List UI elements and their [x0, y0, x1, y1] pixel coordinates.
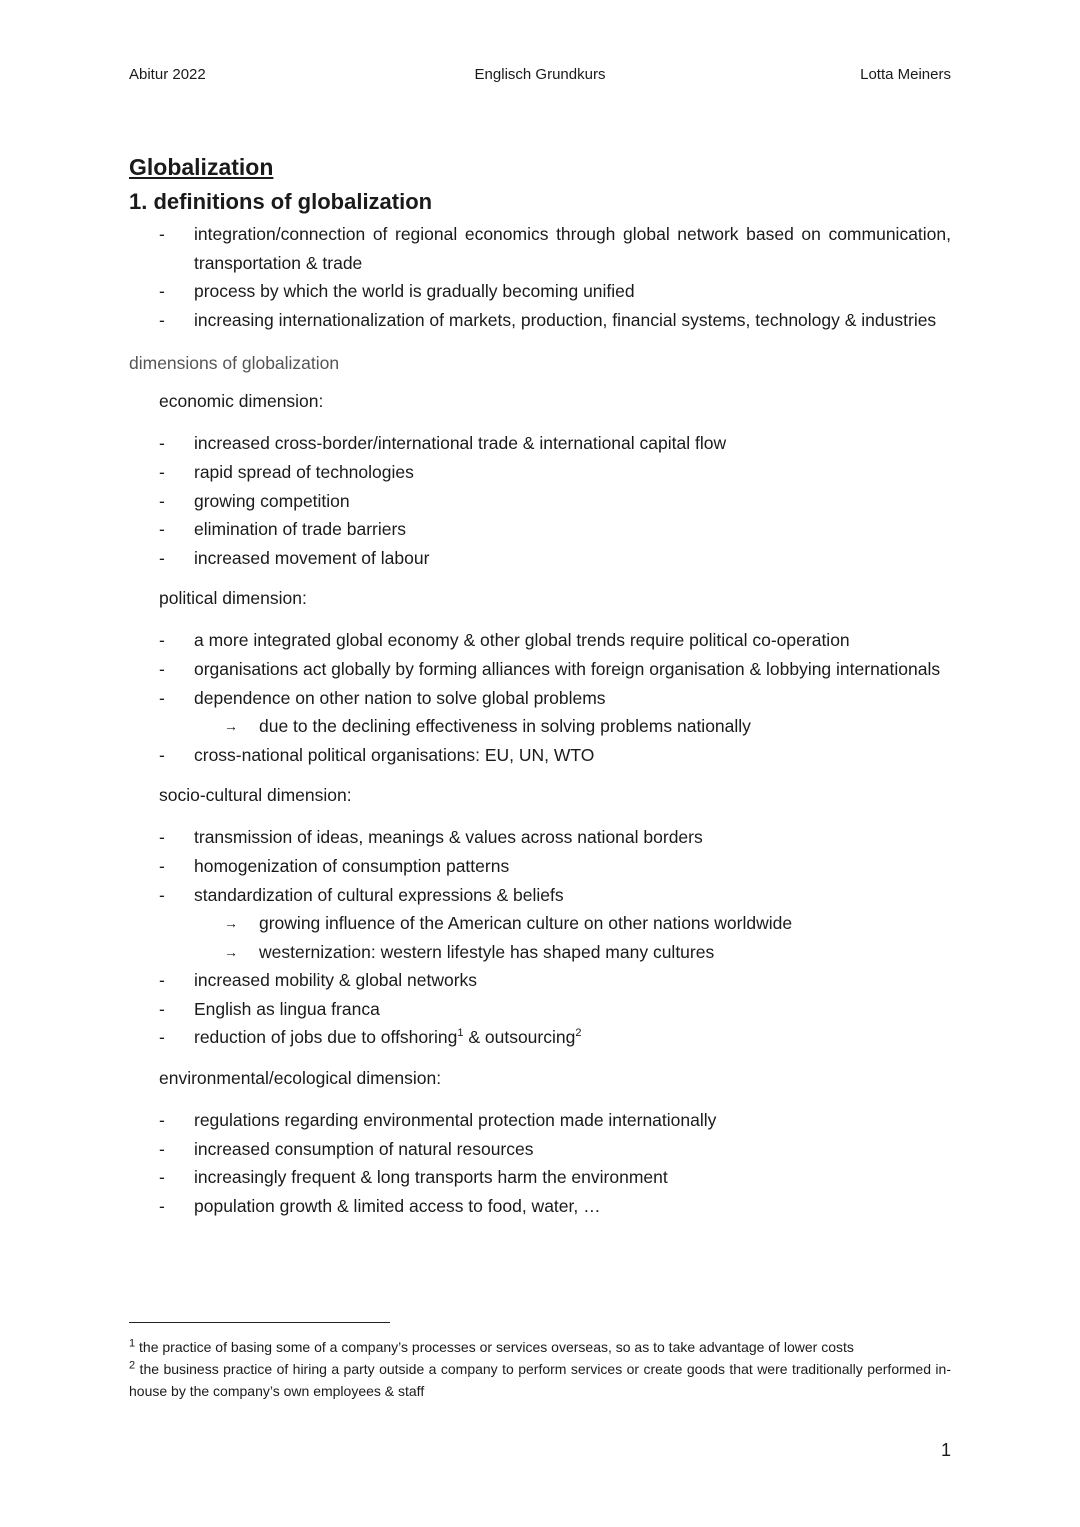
dimensions-subtitle: dimensions of globalization: [129, 353, 340, 374]
list-item: - population growth & limited access to food, water, …: [159, 1195, 601, 1216]
list-item: - dependence on other nation to solve global problems: [159, 687, 606, 708]
page-header: [129, 66, 951, 86]
arrow-icon: →: [224, 718, 238, 735]
economic-list: [129, 429, 951, 572]
footnote-2: $^2$ the business practice of hiring a party outside a company to perform services or create goods that were traditionally performed in-house by the company’s own employees & staff: [129, 1359, 951, 1399]
list-item: - increased mobility & global networks: [159, 970, 478, 991]
sociocultural-heading: socio-cultural dimension:: [159, 785, 352, 806]
arrow-icon: →: [224, 915, 238, 932]
arrow-icon: →: [224, 943, 238, 960]
environmental-heading: environmental/ecological dimension:: [159, 1068, 442, 1089]
list-item: - increased movement of labour: [159, 547, 430, 568]
list-item: - integration/connection of regional economics through global network based on communication, transportation & trade: [159, 224, 951, 273]
list-item: - English as lingua franca: [159, 998, 380, 1019]
header-center: Englisch Grundkurs: [474, 66, 606, 83]
footnote-1: $^1$ the practice of basing some of a company’s processes or services overseas, so as to take advantage of lower costs: [129, 1337, 854, 1355]
header-left: Abitur 2022: [129, 66, 206, 83]
list-item: - homogenization of consumption patterns: [159, 855, 510, 876]
list-item: - increasingly frequent & long transports harm the environment: [159, 1167, 668, 1188]
footnote-separator: [129, 1322, 390, 1323]
sub-list-item: → growing influence of the American culture on other nations worldwide: [129, 909, 951, 938]
environmental-list: [129, 1106, 951, 1220]
footnote-ref[interactable]: 2: [575, 1027, 582, 1040]
political-heading: political dimension:: [159, 588, 307, 609]
definitions-list: [129, 220, 951, 334]
section-heading: 1. definitions of globalization: [129, 189, 433, 214]
list-item: - regulations regarding environmental protection made internationally: [159, 1110, 717, 1131]
list-item: - growing competition: [159, 490, 350, 511]
political-list: [129, 626, 951, 769]
document-title: Globalization: [129, 154, 274, 180]
footnotes: [129, 1336, 951, 1402]
economic-heading: economic dimension:: [159, 391, 324, 412]
page-content: [129, 150, 951, 1220]
list-item: - elimination of trade barriers: [159, 519, 407, 540]
sub-list-item: → westernization: western lifestyle has shaped many cultures: [129, 938, 951, 967]
list-item: - process by which the world is gradually becoming unified: [159, 281, 635, 302]
list-item: - cross-national political organisations: EU, UN, WTO: [159, 744, 595, 765]
list-item: - rapid spread of technologies: [159, 461, 414, 482]
list-item: - organisations act globally by forming alliances with foreign organisation & lobbying internationals: [159, 658, 941, 679]
footnote-ref[interactable]: 1: [457, 1027, 464, 1040]
sociocultural-list: [129, 823, 951, 1052]
list-item: - increased cross-border/international trade & international capital flow: [159, 433, 727, 454]
list-item: - increasing internationalization of markets, production, financial systems, technology & industries: [159, 309, 937, 330]
header-right: Lotta Meiners: [860, 66, 951, 83]
list-item: - reduction of jobs due to offshoring$^1$ & outsourcing$^2$: [159, 1027, 582, 1048]
page-number: 1: [940, 1440, 951, 1460]
list-item: - standardization of cultural expressions & beliefs: [159, 884, 564, 905]
list-item: - increased consumption of natural resources: [159, 1138, 534, 1159]
sub-list-item: → due to the declining effectiveness in solving problems nationally: [129, 712, 951, 741]
list-item: - transmission of ideas, meanings & values across national borders: [159, 827, 703, 848]
list-item: - a more integrated global economy & other global trends require political co-operation: [159, 630, 850, 651]
